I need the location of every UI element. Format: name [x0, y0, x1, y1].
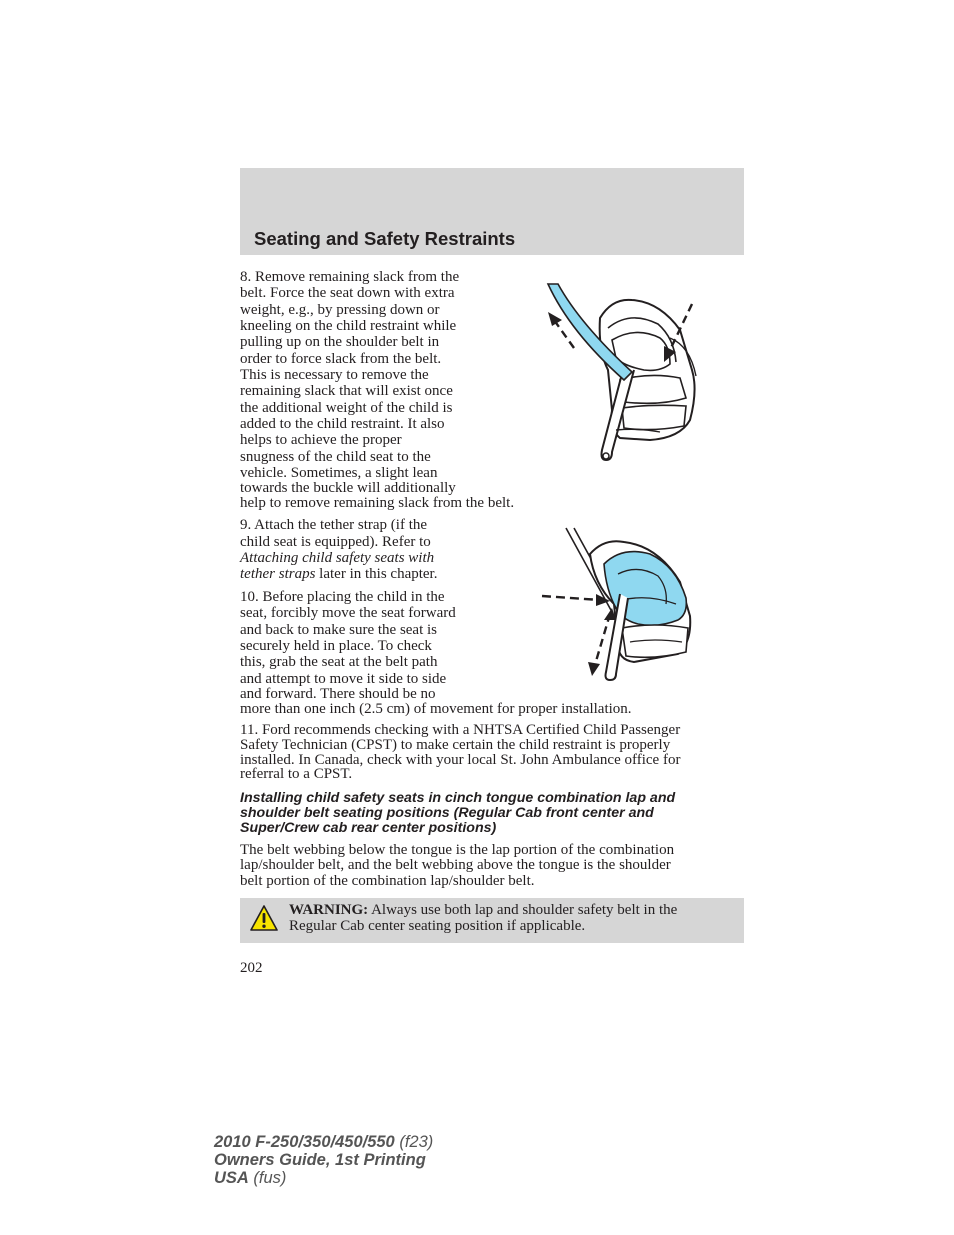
step-8-line: kneeling on the child restraint while: [240, 318, 457, 334]
footer-printing: Owners Guide, 1st Printing: [214, 1151, 426, 1169]
step-11-line: 11. Ford recommends checking with a NHTSA Certified Child Passenger: [240, 722, 681, 738]
step-8-line: towards the buckle will additionally: [240, 480, 456, 496]
subheading-line: Super/Crew cab rear center positions): [240, 820, 497, 836]
section-title: Seating and Safety Restraints: [254, 228, 516, 249]
step-10-line: and back to make sure the seat is: [240, 622, 438, 638]
step-10-line: and attempt to move it side to side: [240, 671, 447, 687]
step-10-line: 10. Before placing the child in the: [240, 589, 445, 605]
step-8-line: order to force slack from the belt.: [240, 351, 442, 367]
section-header-band: [240, 168, 744, 255]
step-9-line: child seat is equipped). Refer to: [240, 534, 431, 550]
page-number: 202: [240, 960, 263, 976]
footer-model: 2010 F-250/350/450/550: [214, 1133, 395, 1151]
step-8-line: 8. Remove remaining slack from the: [240, 269, 460, 285]
body-line: lap/shoulder belt, and the belt webbing above the tongue is the shoulder: [240, 857, 671, 873]
step-11-line: installed. In Canada, check with your local St. John Ambulance office for: [240, 752, 681, 768]
warning-triangle-icon: [249, 904, 279, 932]
step-8-line: remaining slack that will exist once: [240, 383, 453, 399]
step-9-tail: later in this chapter.: [315, 566, 438, 582]
step-8-line: belt. Force the seat down with extra: [240, 285, 455, 301]
step-8-line: the additional weight of the child is: [240, 400, 453, 416]
step-11-line: Safety Technician (CPST) to make certain the child restraint is properly: [240, 737, 671, 753]
installation-subheading: [240, 791, 744, 836]
step-8-line: snugness of the child seat to the: [240, 449, 431, 465]
step-9-line: 9. Attach the tether strap (if the: [240, 517, 428, 533]
child-seat-slack-illustration: [540, 280, 710, 470]
step-8-line: help to remove remaining slack from the belt.: [240, 495, 515, 511]
warning-label: WARNING:: [289, 902, 369, 918]
step-10-line: securely held in place. To check: [240, 638, 432, 654]
footer-market: USA: [214, 1169, 249, 1187]
warning-message: Always use both lap and shoulder safety belt in the: [368, 902, 678, 918]
subheading-line: Installing child safety seats in cinch tongue combination lap and: [240, 790, 676, 806]
warning-message-line2: Regular Cab center seating position if applicable.: [289, 918, 586, 934]
step-10-line: this, grab the seat at the belt path: [240, 654, 438, 670]
subheading-line: shoulder belt seating positions (Regular Cab front center and: [240, 805, 654, 821]
step-8-line: pulling up on the shoulder belt in: [240, 334, 440, 350]
step-9-reference-link: Attaching child safety seats with: [240, 550, 435, 566]
step-8-line: added to the child restraint. It also: [240, 416, 445, 432]
document-footer: [214, 1133, 433, 1187]
step-8-line: This is necessary to remove the: [240, 367, 429, 383]
step-11-line: referral to a CPST.: [240, 766, 353, 782]
warning-text: [289, 902, 737, 934]
step-9-line: [240, 566, 437, 582]
step-10-line: seat, forcibly move the seat forward: [240, 605, 456, 621]
step-10-line: and forward. There should be no: [240, 686, 436, 702]
step-10-line: more than one inch (2.5 cm) of movement for proper installation.: [240, 701, 632, 717]
step-9-reference-link: tether straps: [240, 566, 316, 582]
step-8-line: helps to achieve the proper: [240, 432, 402, 448]
body-line: belt portion of the combination lap/shoulder belt.: [240, 873, 535, 889]
step-8-line: vehicle. Sometimes, a slight lean: [240, 465, 438, 481]
step-8-line: weight, e.g., by pressing down or: [240, 302, 440, 318]
body-line: The belt webbing below the tongue is the lap portion of the combination: [240, 842, 675, 858]
step-9-line: [240, 550, 434, 566]
footer-market-code: (fus): [248, 1169, 287, 1187]
warning-box: [240, 898, 744, 943]
footer-model-code: (f23): [394, 1133, 434, 1151]
child-seat-movement-illustration: [538, 524, 708, 684]
